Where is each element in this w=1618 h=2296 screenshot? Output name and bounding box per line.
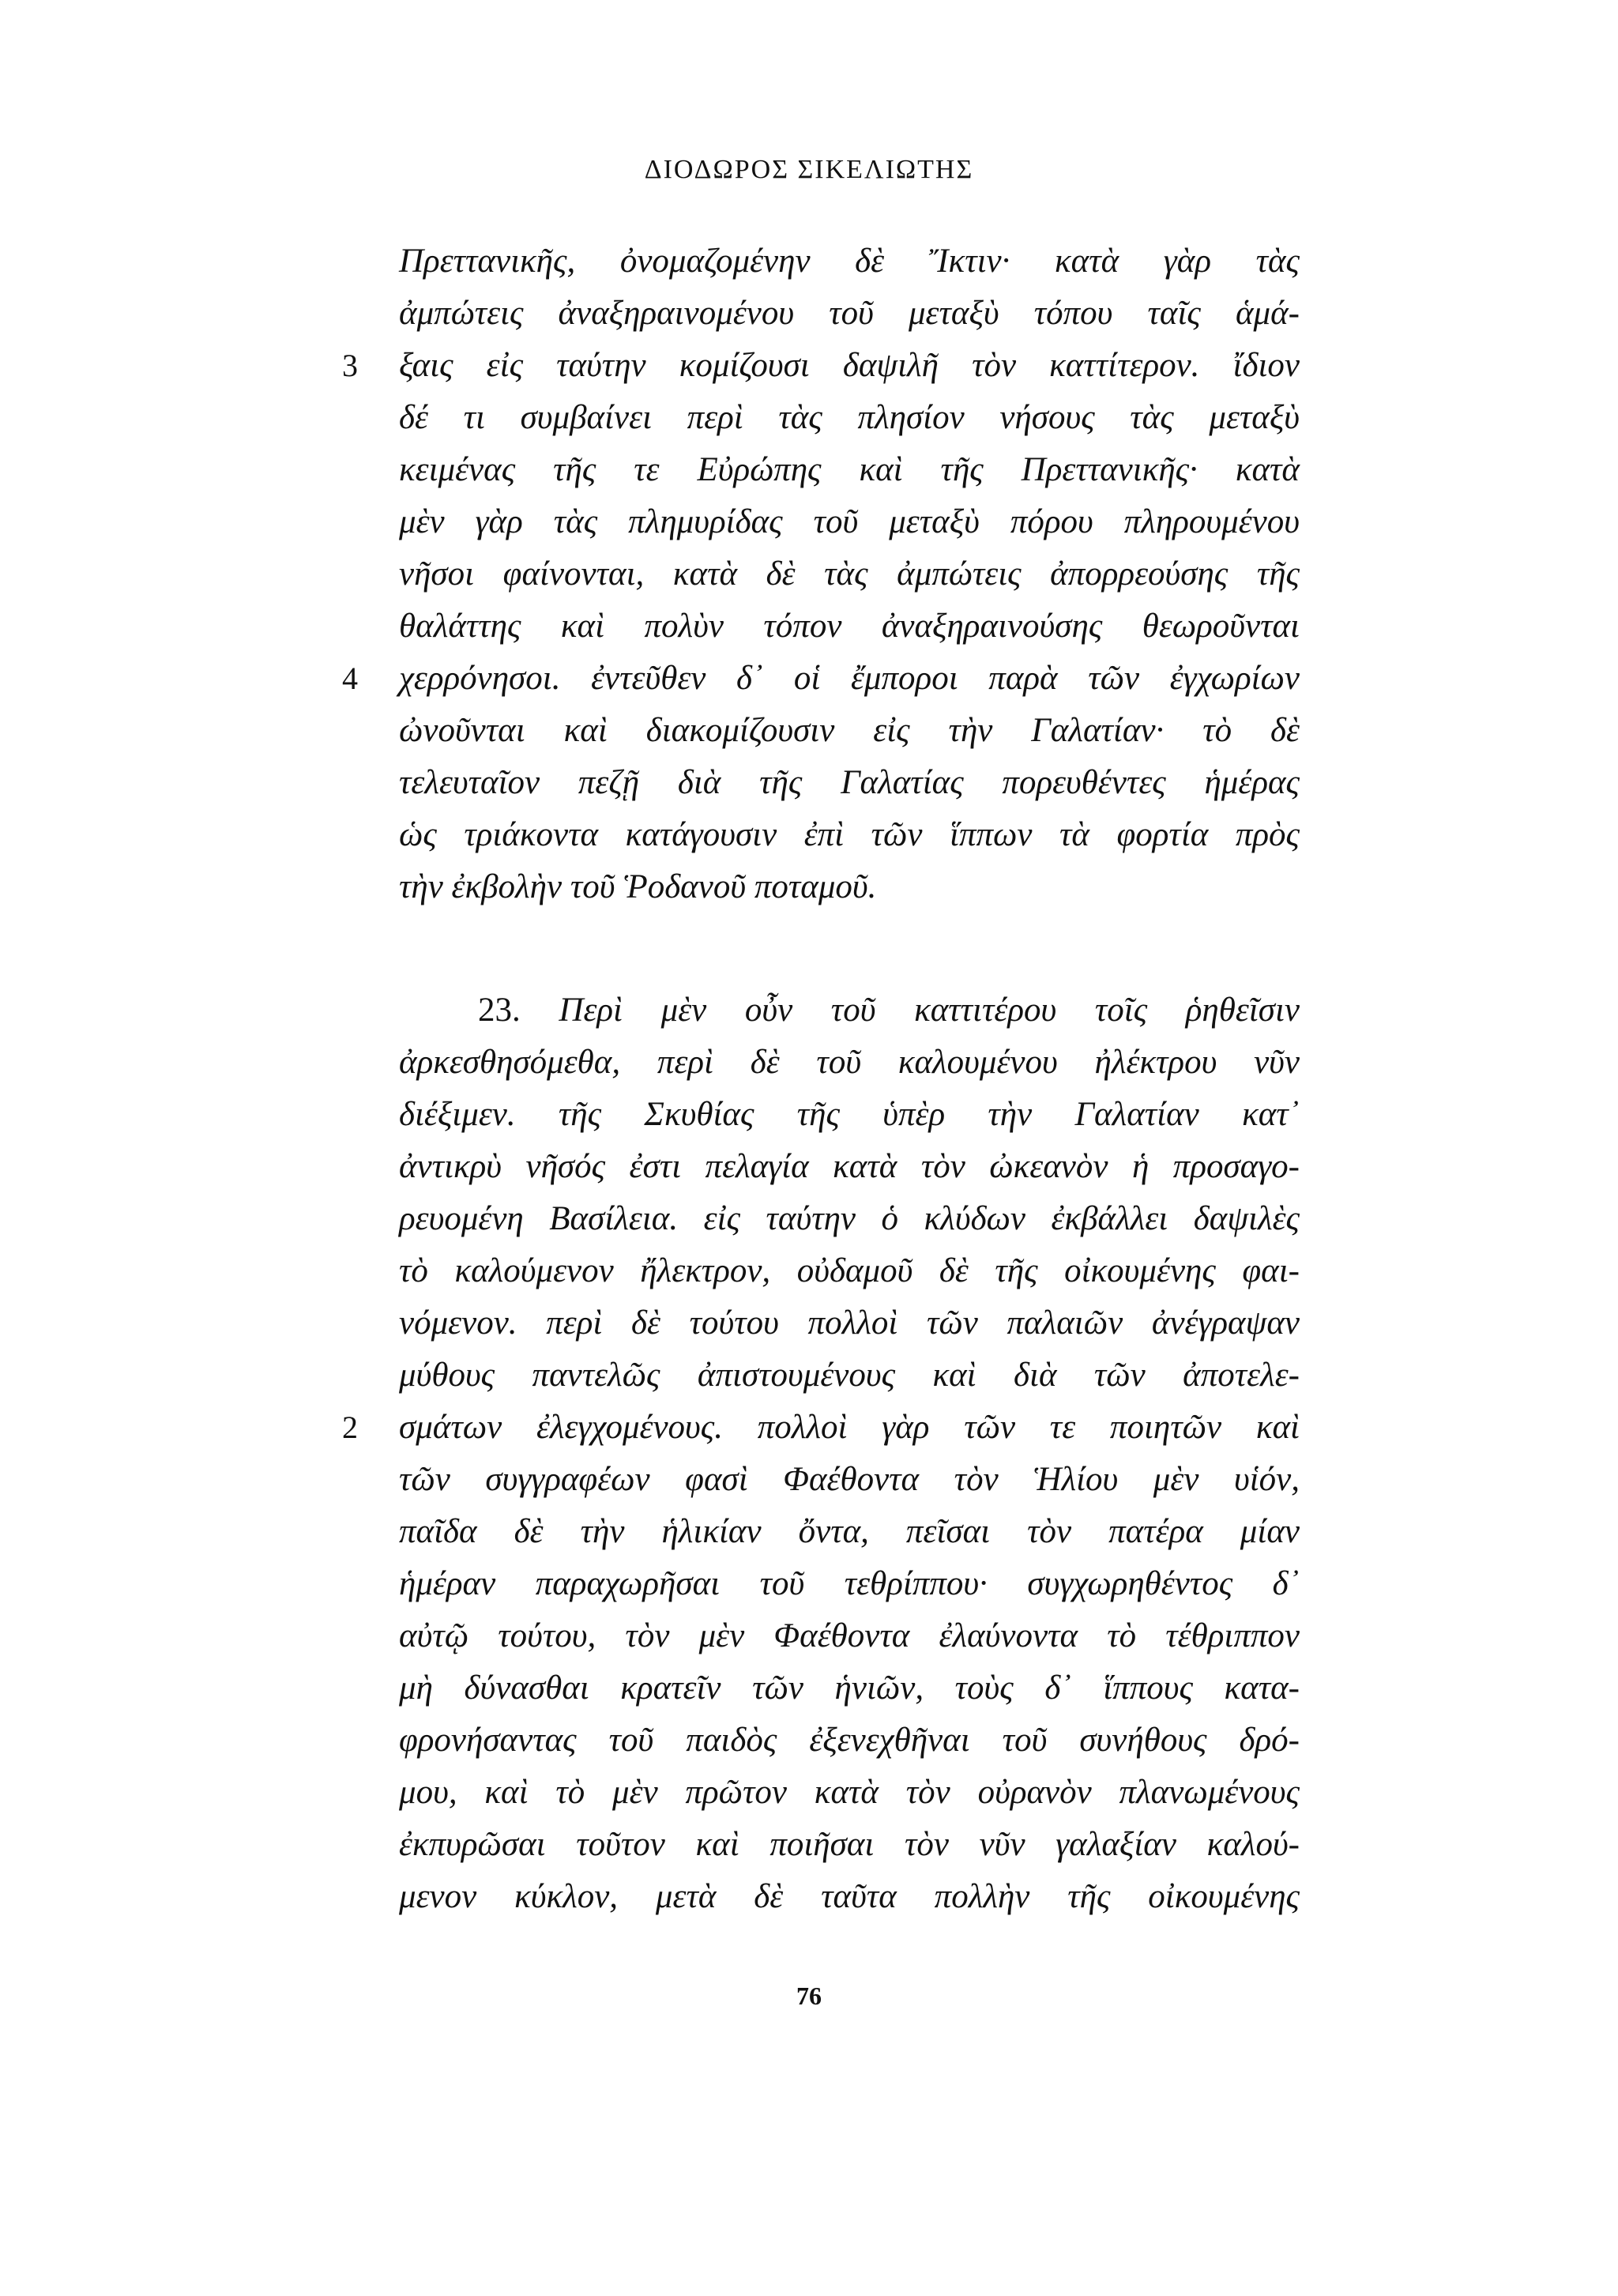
text-line: νῆσοι φαίνονται, κατὰ δὲ τὰς ἀμπώτεις ἀπορρεούσης τῆς bbox=[399, 555, 1300, 593]
text-line-content: σμάτων ἐλεγχομένους. πολλοὶ γὰρ τῶν τε ποιητῶν καὶ bbox=[399, 1409, 1300, 1446]
text-line: θαλάττης καὶ πολὺν τόπον ἀναξηραινούσης θεωροῦνται bbox=[399, 608, 1300, 645]
text-line bbox=[342, 653, 1300, 705]
text-line-content: χερρόνησοι. ἐντεῦθεν δ᾿ οἱ ἔμποροι παρὰ τῶν ἐγχωρίων bbox=[399, 660, 1300, 697]
section-marker: 2 bbox=[342, 1410, 358, 1445]
chapter-number: 23. bbox=[478, 992, 521, 1029]
text-line: ἀρκεσθησόμεθα, περὶ δὲ τοῦ καλουμένου ἠλέκτρου νῦν bbox=[399, 1044, 1300, 1081]
text-line: μύθους παντελῶς ἀπιστουμένους καὶ διὰ τῶν ἀποτελε- bbox=[399, 1357, 1300, 1394]
text-line-content: ξαις εἰς ταύτην κομίζουσι δαψιλῆ τὸν καττίτερον. ἴδιον bbox=[399, 347, 1300, 384]
section-marker: 4 bbox=[342, 661, 358, 696]
text-line bbox=[342, 1402, 1300, 1454]
text-line: παῖδα δὲ τὴν ἡλικίαν ὄντα, πεῖσαι τὸν πατέρα μίαν bbox=[399, 1513, 1300, 1550]
text-line: Πρεττανικῆς, ὀνομαζομένην δὲ Ἴκτιν· κατὰ γὰρ τὰς bbox=[399, 243, 1300, 280]
text-line: ἡμέραν παραχωρῆσαι τοῦ τεθρίππου· συγχωρηθέντος δ᾿ bbox=[399, 1565, 1300, 1602]
text-line: διέξιμεν. τῆς Σκυθίας τῆς ὑπὲρ τὴν Γαλατίαν κατ᾿ bbox=[399, 1096, 1300, 1133]
text-line: δέ τι συμβαίνει περὶ τὰς πλησίον νήσους τὰς μεταξὺ bbox=[399, 399, 1300, 436]
text-line: μὴ δύνασθαι κρατεῖν τῶν ἡνιῶν, τοὺς δ᾿ ἵππους κατα- bbox=[399, 1669, 1300, 1707]
text-line: ὠνοῦνται καὶ διακομίζουσιν εἰς τὴν Γαλατίαν· τὸ δὲ bbox=[399, 712, 1300, 749]
text-line bbox=[399, 984, 1300, 1037]
text-line: ρευομένη Βασίλεια. εἰς ταύτην ὁ κλύδων ἐκβάλλει δαψιλὲς bbox=[399, 1200, 1300, 1237]
text-line: φρονήσαντας τοῦ παιδὸς ἐξενεχθῆναι τοῦ συνήθους δρό- bbox=[399, 1722, 1300, 1759]
text-line: ἀντικρὺ νῆσός ἐστι πελαγία κατὰ τὸν ὠκεανὸν ἡ προσαγο- bbox=[399, 1148, 1300, 1185]
text-line: ἐκπυρῶσαι τοῦτον καὶ ποιῆσαι τὸν νῦν γαλαξίαν καλού- bbox=[399, 1826, 1300, 1863]
text-line: νόμενον. περὶ δὲ τούτου πολλοὶ τῶν παλαιῶν ἀνέγραψαν bbox=[399, 1304, 1300, 1342]
text-line: κειμένας τῆς τε Εὐρώπης καὶ τῆς Πρεττανικῆς· κατὰ bbox=[399, 451, 1300, 488]
text-line: τὸ καλούμενον ἤλεκτρον, οὐδαμοῦ δὲ τῆς οἰκουμένης φαι- bbox=[399, 1252, 1300, 1289]
text-line: τελευταῖον πεζῇ διὰ τῆς Γαλατίας πορευθέντες ἡμέρας bbox=[399, 764, 1300, 801]
text-line: μου, καὶ τὸ μὲν πρῶτον κατὰ τὸν οὐρανὸν πλανωμένους bbox=[399, 1774, 1300, 1811]
text-line: τῶν συγγραφέων φασὶ Φαέθοντα τὸν Ἡλίου μὲν υἱόν, bbox=[399, 1461, 1300, 1498]
text-line: μενον κύκλον, μετὰ δὲ ταῦτα πολλὴν τῆς οἰκουμένης bbox=[399, 1878, 1300, 1915]
main-text bbox=[342, 235, 1300, 1923]
text-line: τὴν ἐκβολὴν τοῦ Ῥοδανοῦ ποταμοῦ. bbox=[399, 868, 877, 905]
text-line: μὲν γὰρ τὰς πλημυρίδας τοῦ μεταξὺ πόρου πληρουμένου bbox=[399, 503, 1300, 540]
paragraph-gap bbox=[399, 913, 1300, 984]
section-marker: 3 bbox=[342, 348, 358, 383]
text-line-content: Περὶ μὲν οὖν τοῦ καττιτέρου τοῖς ῥηθεῖσιν bbox=[559, 992, 1300, 1029]
text-line bbox=[342, 340, 1300, 392]
running-head: ΔΙΟΔΩΡΟΣ ΣΙΚΕΛΙΩΤΗΣ bbox=[644, 155, 974, 184]
text-line: ὡς τριάκοντα κατάγουσιν ἐπὶ τῶν ἵππων τὰ φορτία πρὸς bbox=[399, 816, 1300, 853]
text-line: ἀμπώτεις ἀναξηραινομένου τοῦ μεταξὺ τόπου ταῖς ἁμά- bbox=[399, 295, 1300, 332]
text-line: αὐτῷ τούτου, τὸν μὲν Φαέθοντα ἐλαύνοντα τὸ τέθριππον bbox=[399, 1617, 1300, 1654]
page-number: 76 bbox=[796, 1982, 822, 2010]
